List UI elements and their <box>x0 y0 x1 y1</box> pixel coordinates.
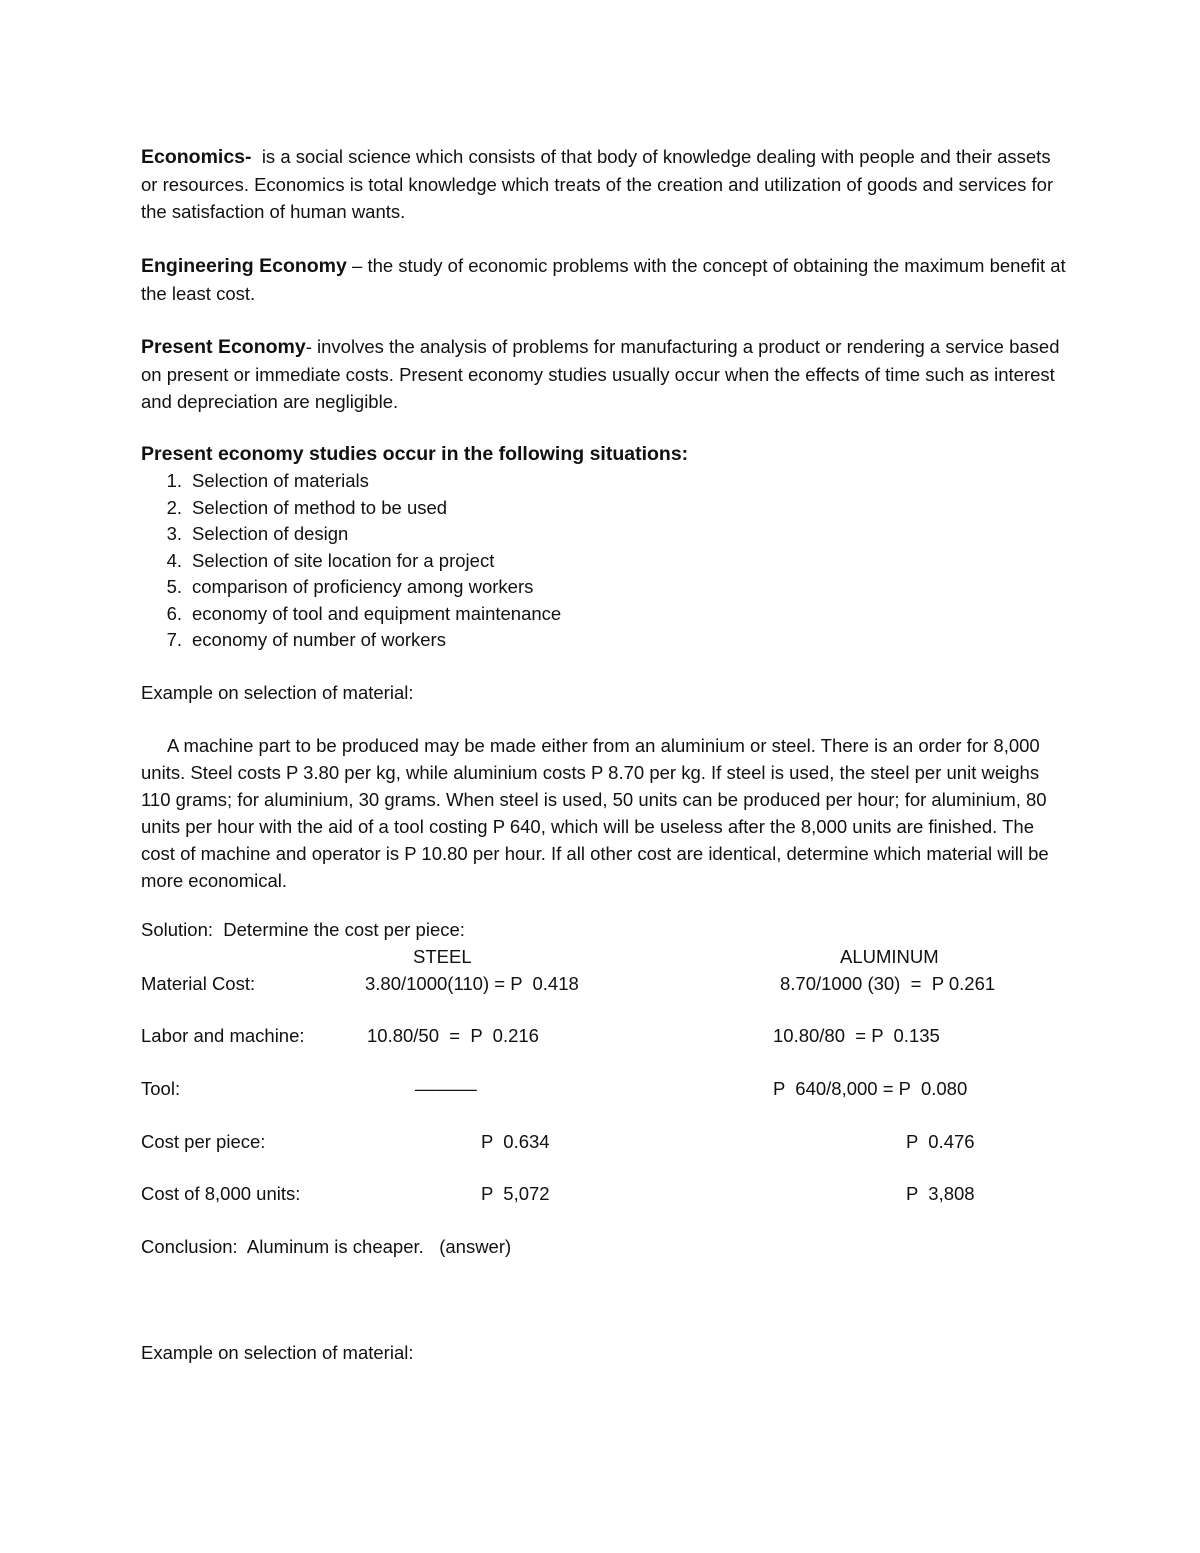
row-label: Material Cost: <box>141 973 256 994</box>
steel-value: –––––– <box>415 1078 477 1099</box>
list-item: 1. Selection of materials <box>166 470 369 491</box>
row-label: Tool: <box>141 1078 181 1099</box>
steel-value: 10.80/50 = P 0.216 <box>367 1025 539 1046</box>
present-economy-term: Present Economy <box>141 336 306 358</box>
economics-term: Economics- <box>141 146 252 168</box>
row-label: Cost per piece: <box>141 1131 266 1152</box>
list-item: 6. economy of tool and equipment maintenance <box>166 602 562 624</box>
engineering-economy-text: – the study of economic problems with the concept of obtaining the maximum benefit at the least cost. <box>141 255 1066 304</box>
example1-title: Example on selection of material: <box>141 682 414 703</box>
engineering-economy-term: Engineering Economy <box>141 255 347 277</box>
list-item: 2. Selection of method to be used <box>166 496 448 518</box>
steel-value: 3.80/1000(110) = P 0.418 <box>365 973 579 994</box>
row-label: Labor and machine: <box>141 1025 305 1046</box>
conclusion: Conclusion: Aluminum is cheaper. (answer) <box>141 1236 512 1257</box>
situations-heading: Present economy studies occur in the following situations: <box>141 443 689 465</box>
aluminum-value: 8.70/1000 (30) = P 0.261 <box>780 973 996 994</box>
aluminum-column-header: ALUMINUM <box>840 946 939 967</box>
list-item: 3. Selection of design <box>166 523 349 544</box>
economics-definition <box>141 143 1071 225</box>
row-label: Cost of 8,000 units: <box>141 1183 301 1204</box>
present-economy-text: - involves the analysis of problems for manufacturing a product or rendering a service based on present or immediate costs. Present economy studies usually occur when the effects of time such as interest and depreciation are negligible. <box>141 336 1060 412</box>
list-item: 5. comparison of proficiency among workers <box>166 576 534 597</box>
solution-intro: Solution: Determine the cost per piece: <box>141 919 465 940</box>
steel-value: P 0.634 <box>481 1131 550 1152</box>
engineering-economy-definition <box>141 252 1071 307</box>
example1-problem: A machine part to be produced may be made either from an aluminium or steel. There is an order for 8,000 units. Steel costs P 3.80 per kg, while aluminium costs P 8.70 per kg. If steel is used, the steel per unit weighs 110 grams; for aluminium, 30 grams. When steel is used, 50 units can be produced per hour; for aluminium, 80 units per hour with the aid of a tool costing P 640, which will be useless after the 8,000 units are finished. The cost of machine and operator is P 10.80 per hour. If all other cost are identical, determine which material will be more economical. <box>141 735 1049 891</box>
aluminum-value: P 640/8,000 = P 0.080 <box>773 1078 968 1099</box>
situations-list <box>141 468 561 654</box>
present-economy-definition <box>141 333 1071 415</box>
economics-text: is a social science which consists of that body of knowledge dealing with people and their assets or resources. Economics is total knowledge which treats of the creation and utilization of goods and services for the satisfaction of human wants. <box>141 146 1054 222</box>
list-item: 4. Selection of site location for a project <box>166 549 495 571</box>
aluminum-value: P 3,808 <box>906 1183 975 1204</box>
steel-value: P 5,072 <box>481 1183 550 1204</box>
list-item: 7. economy of number of workers <box>166 629 446 650</box>
aluminum-value: P 0.476 <box>906 1131 975 1152</box>
aluminum-value: 10.80/80 = P 0.135 <box>773 1025 940 1046</box>
steel-column-header: STEEL <box>413 946 472 967</box>
example2-title: Example on selection of material: <box>141 1342 414 1363</box>
